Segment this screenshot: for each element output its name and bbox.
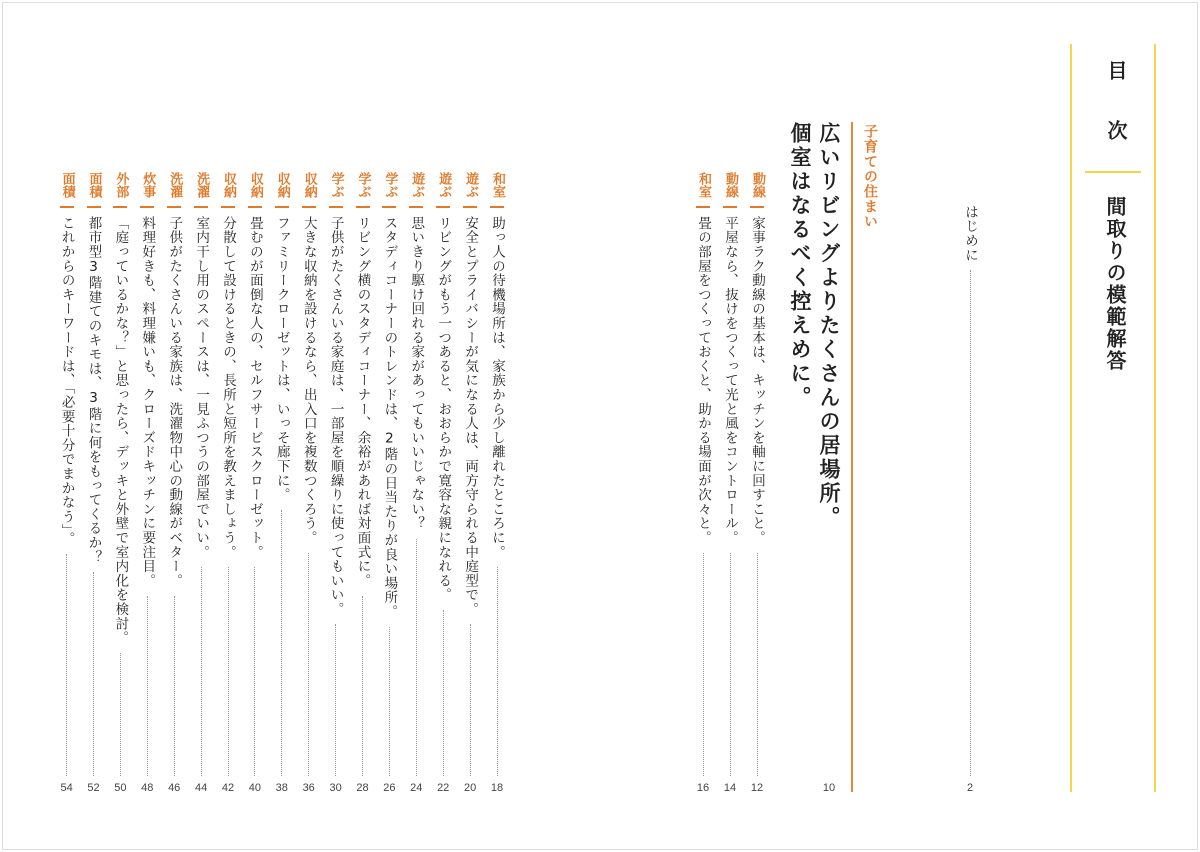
page-number: 38 [275,782,288,794]
entry-text: リビング横のスタディコーナー、余裕があれば対面式に。 [354,216,371,588]
category-label: 和室 [696,172,711,198]
category-label: 洗濯 [194,172,210,198]
page-number: 44 [194,782,208,794]
category-label: 和室 [490,172,505,198]
dash [409,206,423,208]
dotted-leader [201,567,202,776]
dash [248,206,262,208]
category-label: 外部 [113,172,129,198]
toc-entry[interactable] [162,172,186,794]
dotted-leader [120,653,121,776]
dash [382,206,396,208]
dash [87,206,101,208]
dash [221,206,235,208]
page-number: 28 [356,782,369,794]
page-number: 26 [383,782,396,794]
entry-text: 安全とプライバシーが気になる人は、両方守られる中庭型で。 [462,216,479,617]
chapter-title-line-2: 個室はなるべく控えめに。 [788,122,812,410]
dash [723,206,737,208]
frame-line-left [1070,44,1072,792]
category-label: 学ぶ [355,172,371,198]
chapter-label: 子育ての住まい [862,124,878,229]
page-number: 46 [168,782,181,794]
category-label: 収納 [221,172,236,198]
toc-entry[interactable] [55,172,79,794]
category-label: 動線 [750,172,765,198]
entry-text: 家事ラク動線の基本は、キッチンを軸に回すこと。 [749,216,765,545]
chapter-title-line-1: 広いリビングよりたくさんの居場所。 [817,122,841,530]
category-label: 収納 [301,172,317,198]
dash [329,206,343,208]
toc-entry[interactable] [216,172,240,794]
entry-text: 都市型3階建てのキモは、3階に何をもってくるか？ [85,216,102,565]
dotted-leader [730,553,731,776]
toc-entry-intro[interactable] [958,205,982,794]
dash [275,206,289,208]
chapter-line [851,122,853,792]
entry-text: 畳むのが面倒な人の、セルフサービスクローゼット。 [246,216,263,560]
dash [436,206,450,208]
dash [696,206,710,208]
page-number: 52 [87,782,100,794]
toc-entry[interactable] [718,172,742,794]
dotted-leader [93,572,94,776]
dotted-leader [308,553,309,776]
dotted-leader [443,610,444,776]
category-label: 遊ぶ [436,172,452,198]
dotted-leader [703,553,704,776]
dash [194,206,208,208]
dotted-leader [757,553,758,776]
toc-entry[interactable] [189,172,213,794]
dotted-leader [147,596,148,776]
dotted-leader [416,539,417,776]
entry-text: 大きな収納を設けるなら、出入口を複数つくろう。 [300,216,317,545]
dotted-leader [66,554,67,776]
toc-heading-1: 目 [1104,60,1128,80]
page-number: 36 [302,782,315,794]
entry-text: 子供がたくさんいる家庭は、一部屋を順繰りに使ってもいい。 [327,216,344,617]
chapter-title-entry[interactable] [814,122,844,794]
dash [140,206,154,208]
page-number: 20 [463,782,477,794]
toc-heading-2: 次 [1104,120,1128,140]
category-label: 収納 [247,172,263,198]
toc-entry[interactable] [135,172,159,794]
entry-text: リビングがもう一つあると、おおらかで寛容な親になれる。 [435,216,452,603]
dash [167,206,181,208]
entry-text: 平屋なら、抜けをつくって光と風をコントロール。 [722,216,738,545]
entry-text: 室内干し用のスペースは、一見ふつうの部屋でいい。 [193,216,210,560]
dash [490,206,504,208]
dash [302,206,316,208]
toc-entry[interactable] [108,172,132,794]
frame-line-right [1154,44,1156,792]
toc-entry[interactable] [431,172,455,794]
category-label: 面積 [86,172,102,198]
toc-entry[interactable] [691,172,715,794]
intro-label: はじめに [962,205,978,263]
toc-entry[interactable] [377,172,401,794]
toc-entry[interactable] [351,172,375,794]
entry-text: 「庭っているかな？」と思ったら、デッキと外壁で室内化を検討。 [112,216,129,645]
page-number: 30 [329,782,342,794]
page-number: 14 [723,782,737,794]
category-label: 収納 [274,172,290,198]
entry-text: 助っ人の待機場所は、家族から少し離れたところに。 [489,216,505,560]
page-number: 10 [822,782,836,794]
entry-text: 料理好きも、料理嫌いも、クローズドキッチンに要注目。 [139,216,156,588]
toc-entry[interactable] [82,172,106,794]
dash [60,206,74,208]
toc-divider [1085,171,1141,173]
category-label: 洗濯 [167,172,183,198]
entry-text: 子供がたくさんいる家族は、洗濯物中心の動線がベター。 [166,216,183,588]
dotted-leader [362,596,363,776]
page-number: 54 [60,782,73,794]
category-label: 学ぶ [382,172,398,198]
dotted-leader [389,627,390,776]
dotted-leader [970,270,971,776]
entry-text: 思いきり駆け回れる家があってもいいじゃない？ [408,216,425,531]
dotted-leader [335,624,336,776]
page-number: 12 [750,782,764,794]
page-number: 50 [114,782,127,794]
dotted-leader [174,596,175,776]
entry-text: 畳の部屋をつくっておくと、助かる場面が次々と。 [695,216,711,545]
page-number: 40 [248,782,262,794]
category-label: 炊事 [140,172,156,198]
toc-entry[interactable] [745,172,769,794]
entry-text: 分散して設けるときの、長所と短所を教えましょう。 [220,216,236,560]
dotted-leader [228,567,229,776]
category-label: 学ぶ [328,172,344,198]
dash [113,206,127,208]
toc-entry[interactable] [485,172,509,794]
page-number: 24 [410,782,423,794]
toc-entry[interactable] [324,172,348,794]
page-number: 2 [966,782,974,794]
entry-text: これからのキーワードは、「必要十分でまかなう」。 [58,216,75,546]
toc-entry[interactable] [270,172,294,794]
category-label: 遊ぶ [409,172,425,198]
page-number: 16 [696,782,710,794]
dotted-leader [281,510,282,776]
toc-entry[interactable] [458,172,482,794]
entry-text: スタディコーナーのトレンドは、2階の日当たりが良い場所。 [381,216,398,619]
page-number: 48 [141,782,154,794]
toc-entry[interactable] [297,172,321,794]
page-number: 18 [490,782,504,794]
page-number: 22 [437,782,450,794]
category-label: 遊ぶ [463,172,479,198]
category-label: 面積 [59,172,75,198]
dash [750,206,764,208]
book-title: 間取りの模範解答 [1103,196,1127,372]
category-label: 動線 [723,172,738,198]
toc-entry[interactable] [404,172,428,794]
toc-entry[interactable] [243,172,267,794]
dotted-leader [497,567,498,776]
entry-text: ファミリークローゼットは、いっそ廊下に。 [273,216,290,502]
dotted-leader [470,624,471,776]
dash [356,206,370,208]
page-number: 42 [221,782,235,794]
dash [463,206,477,208]
dotted-leader [254,567,255,776]
